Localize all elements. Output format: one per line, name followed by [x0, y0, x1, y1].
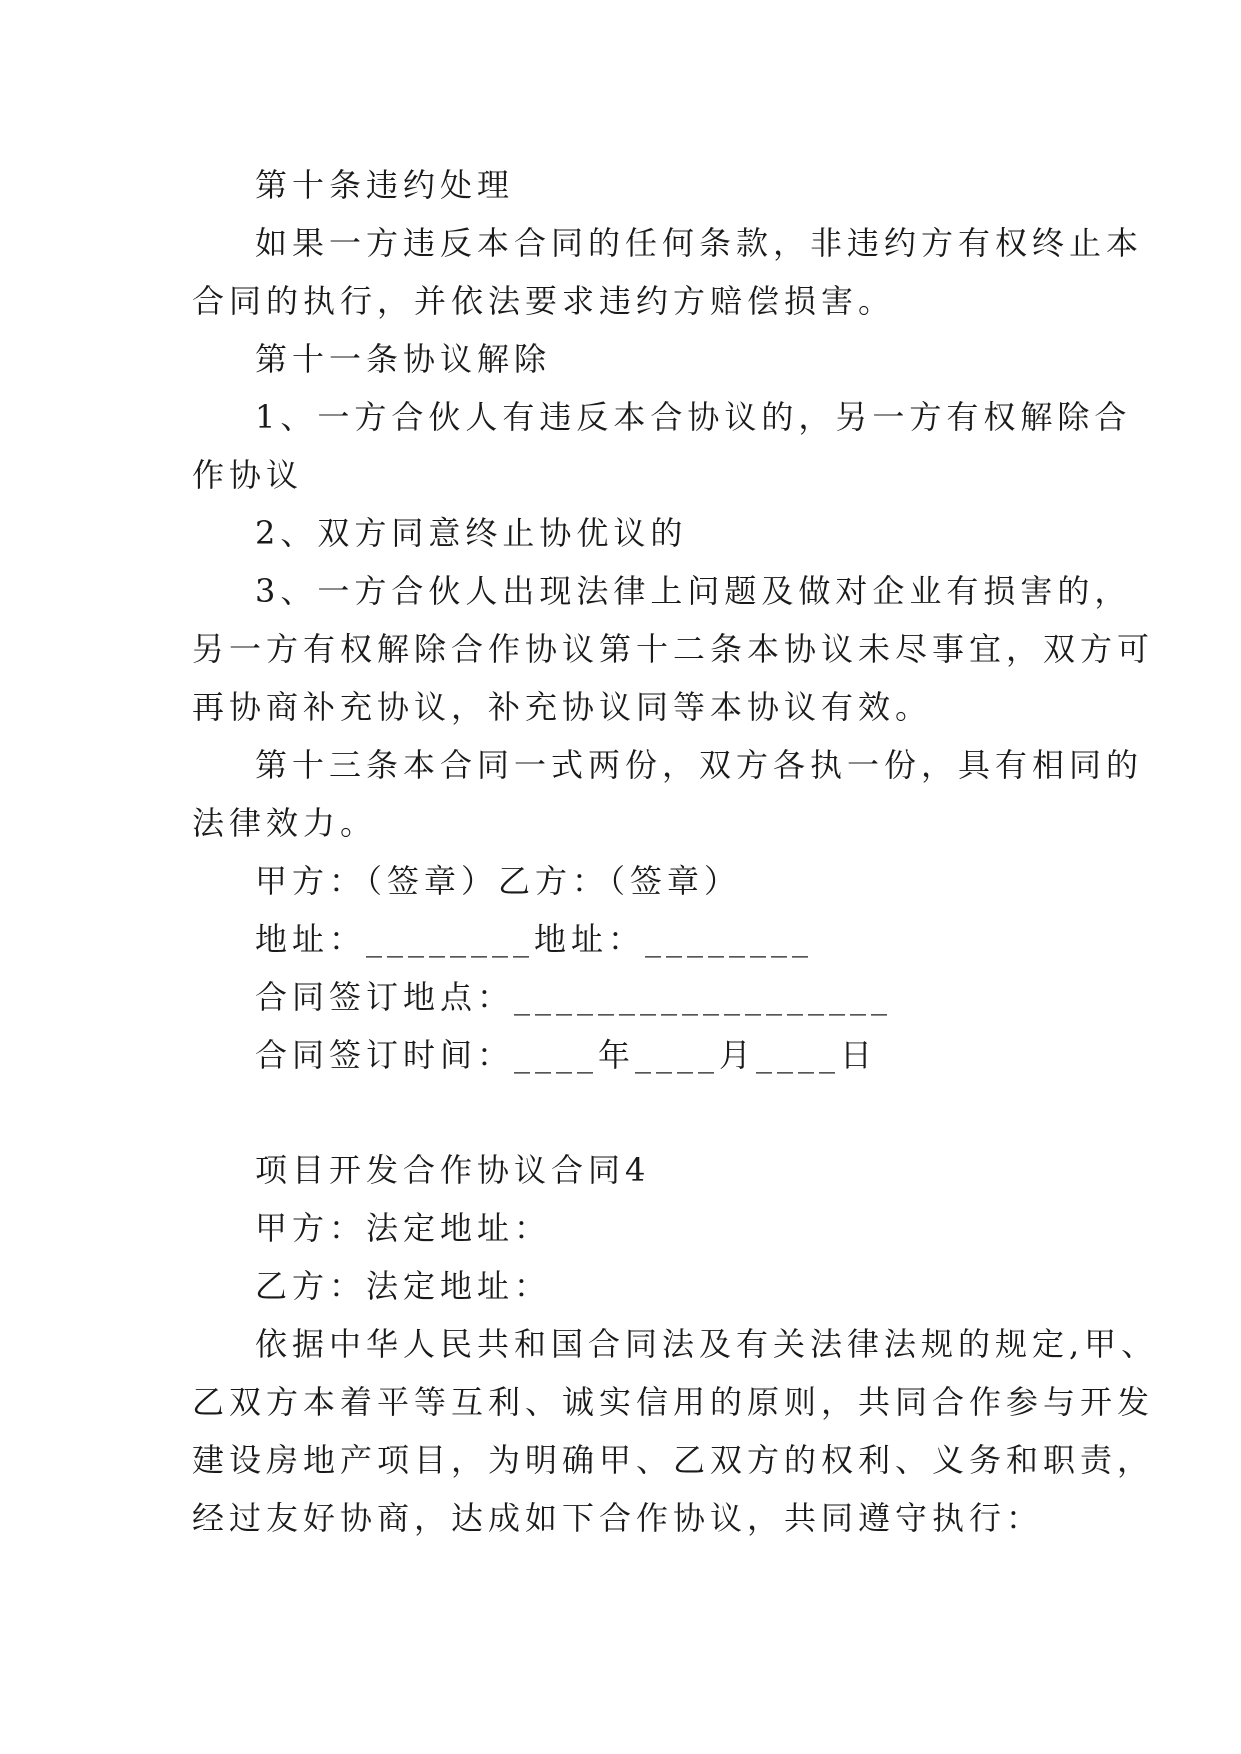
- paragraph-line: 再协商补充协议，补充协议同等本协议有效。: [192, 688, 933, 726]
- paragraph-line: 1、一方合伙人有违反本合协议的，另一方有权解除合: [255, 398, 1132, 436]
- paragraph-line: 2、双方同意终止协优议的: [255, 514, 688, 552]
- signature-line: 甲方：（签章）乙方：（签章）: [255, 862, 742, 900]
- party-b-line: 乙方：法定地址：: [255, 1267, 552, 1305]
- party-a-line: 甲方：法定地址：: [255, 1209, 552, 1247]
- paragraph-line: 乙双方本着平等互利、诚实信用的原则，共同合作参与开发: [192, 1383, 1155, 1421]
- paragraph-line: 法律效力。: [192, 804, 378, 842]
- paragraph-line: 如果一方违反本合同的任何条款，非违约方有权终止本: [255, 224, 1144, 262]
- article-10-heading: 第十条违约处理: [255, 166, 515, 204]
- article-11-heading: 第十一条协议解除: [255, 340, 552, 378]
- address-line: 地址：________地址：________: [255, 920, 814, 958]
- paragraph-line: 依据中华人民共和国合同法及有关法律法规的规定,甲、: [255, 1325, 1159, 1363]
- paragraph-line: 3、一方合伙人出现法律上问题及做对企业有损害的，: [255, 572, 1132, 610]
- paragraph-line: 另一方有权解除合作协议第十二条本协议未尽事宜，双方可: [192, 630, 1155, 668]
- contract-title: 项目开发合作协议合同4: [255, 1151, 651, 1189]
- paragraph-line: 合同的执行，并依法要求违约方赔偿损害。: [192, 282, 896, 320]
- signing-place-line: 合同签订地点：__________________: [255, 978, 893, 1016]
- signing-date-line: 合同签订时间：____年____月____日: [255, 1036, 878, 1074]
- paragraph-line: 建设房地产项目，为明确甲、乙双方的权利、义务和职责，: [192, 1441, 1155, 1479]
- paragraph-line: 作协议: [192, 456, 304, 494]
- paragraph-line: 第十三条本合同一式两份，双方各执一份，具有相同的: [255, 746, 1144, 784]
- paragraph-line: 经过友好协商，达成如下合作协议，共同遵守执行：: [192, 1499, 1044, 1537]
